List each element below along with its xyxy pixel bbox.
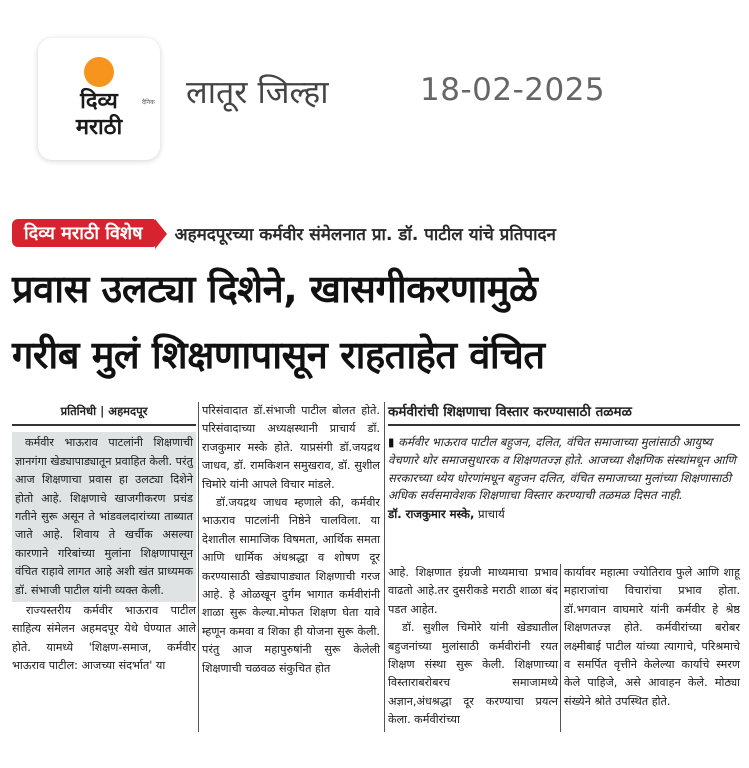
sun-icon — [84, 57, 114, 87]
article-column-3 — [388, 564, 558, 730]
byline: प्रतिनिधी | अहमदपूर — [12, 402, 196, 426]
logo-text-line2: मराठी — [75, 115, 123, 140]
quote-box — [388, 402, 740, 522]
logo-text-line1: दिव्य — [80, 89, 118, 114]
district-title: लातूर जिल्हा — [186, 73, 329, 111]
lead-paragraph: कर्मवीर भाऊराव पाटलांनी शिक्षणाची ज्ञानगंगा खेड्यापाड्यातून प्रवाहित केली. परंतु आज शिक्षणाचा प्रवास हा उलट्या दिशेने होतो आहे. शिक्षणाचे खाजगीकरण प्रचंड गतीने सुरू असून ते भांडवलदारांच्या ताब्यात जाते आहे. शिवाय ते खर्चीक असल्या कारणाने गरिबांच्या मुलांना शिक्षणापासून वंचित राहावे लागत आहे अशी खंत प्राध्यमक डॉ. संभाजी पाटील यांनी व्यक्त केली. — [15, 436, 193, 597]
quote-author-title: प्राचार्य — [474, 507, 505, 522]
paragraph: परिसंवादात डॉ.संभाजी पाटील बोलत होते. परिसंवादाच्या अध्यक्षस्थानी प्राचार्य डॉ. राजकुमार मस्के होते. याप्रसंगी डॉ.जयद्रथ जाधव, डॉ. रामकिशन समुखराव, डॉ. सुशील चिमोरे यांनी आपले विचार मांडले. — [202, 404, 380, 491]
paragraph: कार्यावर महात्मा ज्योतिराव फुले आणि शाहू महाराजांचा विचारांचा प्रभाव होता. डॉ.भगवान वाघमारे यांनी कर्मवीर हे श्रेष्ठ शिक्षणतज्ज्ञ होते. कर्मवीरांच्या बरोबर लक्ष्मीबाई पाटील यांच्या त्यागाचे, परिश्रमाचे व समर्पित वृत्तीने केलेल्या कार्याचे स्मरण केले पाहिजे, असे आवाहन केले. मोठ्या संख्येने श्रोते उपस्थित होते. — [564, 566, 740, 708]
paragraph: डॉ. सुशील चिमोरे यांनी खेड्यातील बहुजनांच्या मुलांसाठी कर्मवीरांनी रयत शिक्षण संस्था सुरू केली. शिक्षणाच्या विस्ताराबरोबरच समाजामध्ये अज्ञान,अंधश्रद्धा दूर करण्याचा प्रयत्न केला. कर्मवीरांच्या — [388, 621, 558, 727]
headline-line2: गरीब मुलं शिक्षणापासून राहताहेत वंचित — [12, 333, 545, 377]
paragraph: राज्यस्तरीय कर्मवीर भाऊराव पाटील साहित्य संमेलन अहमदपूर येथे घेण्यात आले होते. यामध्ये 'शिक्षण-समाज, कर्मवीर भाऊराव पाटील: आजच्या संदर्भात' या — [12, 604, 196, 673]
quote-mark-icon: ▮ — [388, 435, 395, 449]
lead-paragraph-box — [12, 432, 196, 602]
quote-body-text: कर्मवीर भाऊराव पाटील बहुजन, दलित, वंचित समाजाच्या मुलांसाठी आयुष्य वेचणारे थोर समाजसुधारक व शिक्षणतज्ज्ञ होते. आजच्या शैक्षणिक संस्थांमधून आणि सरकारच्या ध्येय धोरणांमधून बहुजन दलित, वंचित समाजाच्या मुलांच्या शिक्षणासाठी अधिक सर्वसमावेशक शिक्षणाचा विस्तार करण्याची तळमळ दिसत नाही. — [388, 435, 736, 503]
quote-author — [388, 507, 740, 522]
kicker-text: अहमदपूरच्या कर्मवीर संमेलनात प्रा. डॉ. पाटील यांचे प्रतिपादन — [174, 224, 556, 245]
logo-small-text: दैनिक — [142, 99, 155, 106]
column-divider — [198, 402, 199, 732]
headline-line1: प्रवास उलट्या दिशेने, खासगीकरणामुळे — [12, 267, 538, 311]
news-clipping — [8, 212, 743, 736]
quote-author-name: डॉ. राजकुमार मस्के, — [388, 507, 475, 522]
paragraph: आहे. शिक्षणात इंग्रजी माध्यमाचा प्रभाव वाढतो आहे.तर दुसरीकडे मराठी शाळा बंद पडत आहेत. — [388, 566, 558, 616]
column-divider — [384, 402, 385, 732]
divya-marathi-logo — [38, 38, 160, 160]
column-divider — [560, 564, 561, 732]
article-column-2 — [202, 402, 380, 678]
article-column-4 — [564, 564, 740, 711]
quote-heading: कर्मवीरांची शिक्षणाचा विस्तार करण्यासाठी तळमळ — [388, 402, 740, 426]
kicker-badge: दिव्य मराठी विशेष — [12, 219, 155, 247]
edition-date: 18-02-2025 — [420, 72, 606, 108]
paragraph: डॉ.जयद्रथ जाधव म्हणाले की, कर्मवीर भाऊराव पाटलांनी निष्ठेने चालविला. या देशातील सामाजिक विषमता, आर्थिक समता आणि धार्मिक अंधश्रद्धा व शोषण दूर करण्यासाठी खेड्यापाड्यात शिक्षणाची गरज आहे. हे ओळखून दुर्गम भागात कर्मवीरांनी शाळा सुरू केल्या.मोफत शिक्षण घेता यावे म्हणून कमवा व शिका ही योजना सुरू केली. परंतु आज महापुरुषांनी सुरू केलेली शिक्षणाची चळवळ संकुचित होत — [202, 496, 380, 675]
article-column-1 — [12, 402, 196, 676]
kicker-row — [12, 218, 556, 248]
quote-text — [388, 434, 740, 505]
